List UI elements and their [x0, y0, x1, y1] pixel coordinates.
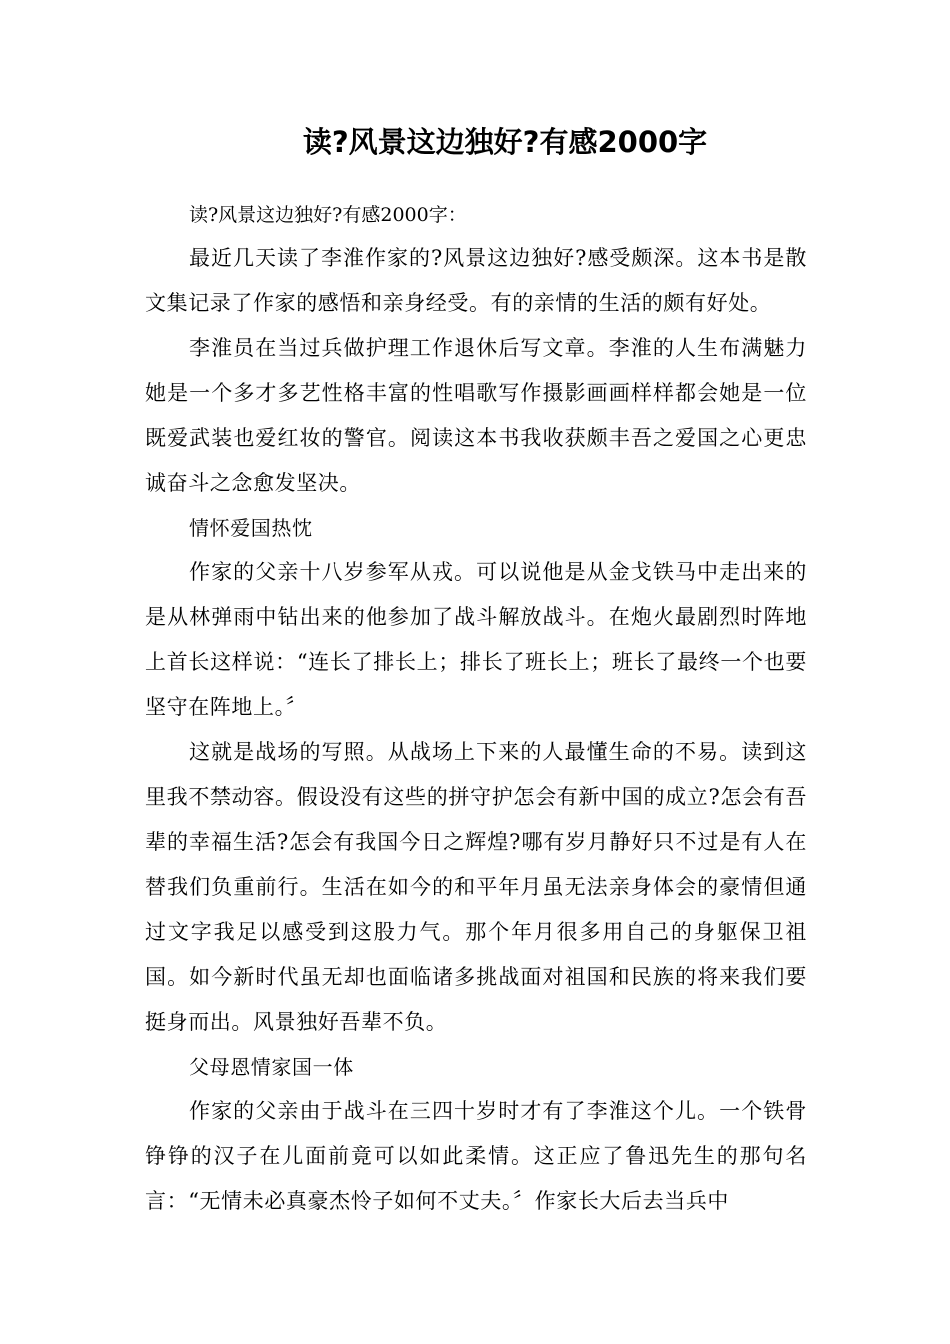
- subtitle-line: 读?风景这边独好?有感2000字：: [189, 204, 467, 226]
- document-body: [145, 194, 807, 1224]
- paragraph: 这就是战场的写照。从战场上下来的人最懂生命的不易。读到这里我不禁动容。假设没有这些的拼守护怎会有新中国的成立?怎会有吾辈的幸福生活?怎会有我国今日之辉煌?哪有岁月静好只不过是有人在替我们负重前行。生活在如今的和平年月虽无法亲身体会的豪情但通过文字我足以感受到这股力气。那个年月很多用自己的身躯保卫祖国。如今新时代虽无却也面临诸多挑战面对祖国和民族的将来我们要挺身而出。风景独好吾辈不负。: [145, 740, 807, 1034]
- paragraph: 作家的父亲由于战斗在三四十岁时才有了李淮这个儿。一个铁骨铮铮的汉子在儿面前竟可以如此柔情。这正应了鲁迅先生的那句名言：“无情未必真豪杰怜子如何不丈夫。〞作家长大后去当兵中: [145, 1099, 807, 1213]
- paragraph: 李淮员在当过兵做护理工作退休后写文章。李淮的人生布满魅力她是一个多才多艺性格丰富的性唱歌写作摄影画画样样都会她是一位既爱武装也爱红妆的警官。阅读这本书我收获颇丰吾之爱国之心更忠诚奋斗之念愈发坚决。: [145, 336, 807, 495]
- section-heading: 父母恩情家国一体: [189, 1055, 354, 1079]
- section-heading: 情怀爱国热忱: [189, 516, 313, 540]
- paragraph: 作家的父亲十八岁参军从戎。可以说他是从金戈铁马中走出来的是从林弹雨中钻出来的他参加了战斗解放战斗。在炮火最剧烈时阵地上首长这样说：“连长了排长上；排长了班长上；班长了最终一个也要坚守在阵地上。〞: [145, 560, 807, 719]
- paragraph: 最近几天读了李淮作家的?风景这边独好?感受颇深。这本书是散文集记录了作家的感悟和亲身经受。有的亲情的生活的颇有好处。: [145, 246, 807, 315]
- document-title: 读?风景这边独好?有感2000字: [302, 125, 708, 159]
